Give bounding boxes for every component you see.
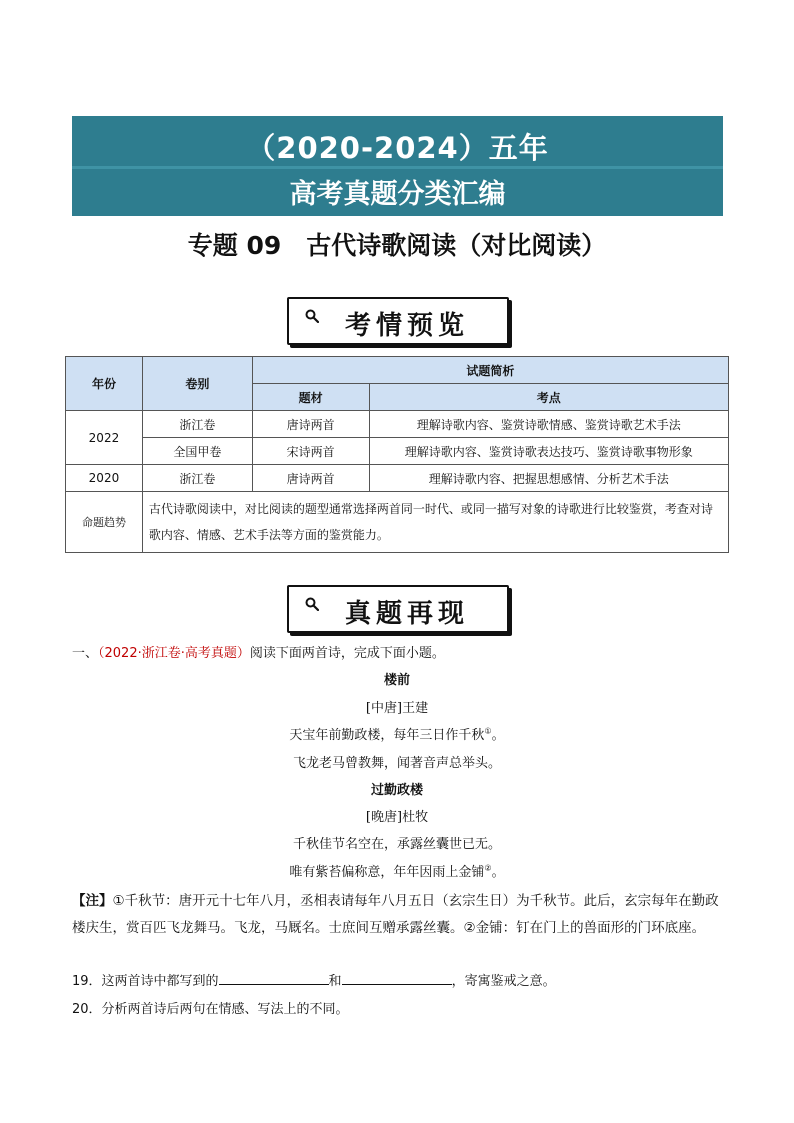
annotation-note: [72, 888, 728, 942]
question-prefix: 一、: [72, 646, 99, 661]
question-instruction: 阅读下面两首诗，完成下面小题。: [249, 646, 445, 661]
question-source: （2022·浙江卷·高考真题）: [98, 646, 250, 661]
poem-1-line-2: 飞龙老马曾教舞，闻著音声总举头。: [292, 756, 501, 771]
poem-2-title: 过勤政楼: [370, 783, 423, 798]
banner-line-1: （2020-2024）五年: [246, 131, 549, 165]
footnote-marker: ②: [484, 863, 492, 873]
section-title: 考情预览: [345, 311, 470, 341]
magnifier-icon: [305, 309, 319, 323]
section-header-real-questions: [287, 585, 509, 633]
section-title: 真题再现: [345, 599, 470, 629]
table-cell-paper: 全国甲卷: [142, 438, 252, 465]
header-material: 题材: [252, 384, 369, 411]
table-cell-paper: 浙江卷: [142, 465, 252, 492]
table-cell-paper: 浙江卷: [142, 411, 252, 438]
table-cell-material: 唐诗两首: [252, 411, 369, 438]
note-text: ①千秋节：唐开元十七年八月，丞相表请每年八月五日（玄宗生日）为千秋节。此后，玄宗每年在勤政楼庆生，赏百匹飞龙舞马。飞龙，马厩名。士庶间互赠承露丝囊。②金铺：钉在门上的兽面形的门环底座。: [72, 893, 719, 936]
poem-2-line-2: 唯有紫苔偏称意，年年因雨上金铺②。: [289, 863, 505, 880]
answer-blank[interactable]: [219, 972, 329, 985]
table-cell-material: 唐诗两首: [252, 465, 369, 492]
table-cell-material: 宋诗两首: [252, 438, 369, 465]
exam-overview-table: [65, 356, 729, 553]
question-19: 19．这两首诗中都写到的 和 ，寄寓鉴戒之意。: [72, 974, 556, 989]
banner-divider: [72, 166, 723, 169]
banner-line-2: 高考真题分类汇编: [289, 179, 506, 210]
poem-2-author: [晚唐]杜牧: [365, 810, 429, 825]
poem-1-line-1: 天宝年前勤政楼，每年三日作千秋①。: [289, 726, 505, 743]
note-label: 【注】: [72, 893, 113, 909]
magnifier-icon: [305, 597, 319, 611]
section-header-preview: [287, 297, 509, 345]
header-year: 年份: [66, 357, 143, 411]
header-paper: 卷别: [142, 357, 252, 411]
trend-text: 古代诗歌阅读中，对比阅读的题型通常选择两首同一时代、或同一描写对象的诗歌进行比较鉴赏，考查对诗歌内容、情感、艺术手法等方面的鉴赏能力。: [142, 492, 728, 553]
table-cell-points: 理解诗歌内容、鉴赏诗歌情感、鉴赏诗歌艺术手法: [369, 411, 728, 438]
table-cell-points: 理解诗歌内容、把握思想感情、分析艺术手法: [369, 465, 728, 492]
table-cell-year: 2022: [66, 411, 143, 465]
title-banner: [72, 116, 723, 216]
poem-2-line-1: 千秋佳节名空在，承露丝囊世已无。: [292, 837, 501, 852]
answer-blank[interactable]: [342, 972, 452, 985]
trend-label: 命题趋势: [66, 492, 143, 553]
subject-title: 专题 09 古代诗歌阅读（对比阅读）: [187, 231, 607, 260]
table-cell-points: 理解诗歌内容、鉴赏诗歌表达技巧、鉴赏诗歌事物形象: [369, 438, 728, 465]
header-analysis: 试题简析: [252, 357, 728, 384]
footnote-marker: ①: [484, 726, 492, 736]
question-intro: [72, 642, 445, 661]
poem-1-author: [中唐]王建: [365, 701, 429, 716]
header-points: 考点: [369, 384, 728, 411]
question-20: 20．分析两首诗后两句在情感、写法上的不同。: [72, 1002, 349, 1017]
table-cell-year: 2020: [66, 465, 143, 492]
poem-1-title: 楼前: [383, 673, 410, 688]
